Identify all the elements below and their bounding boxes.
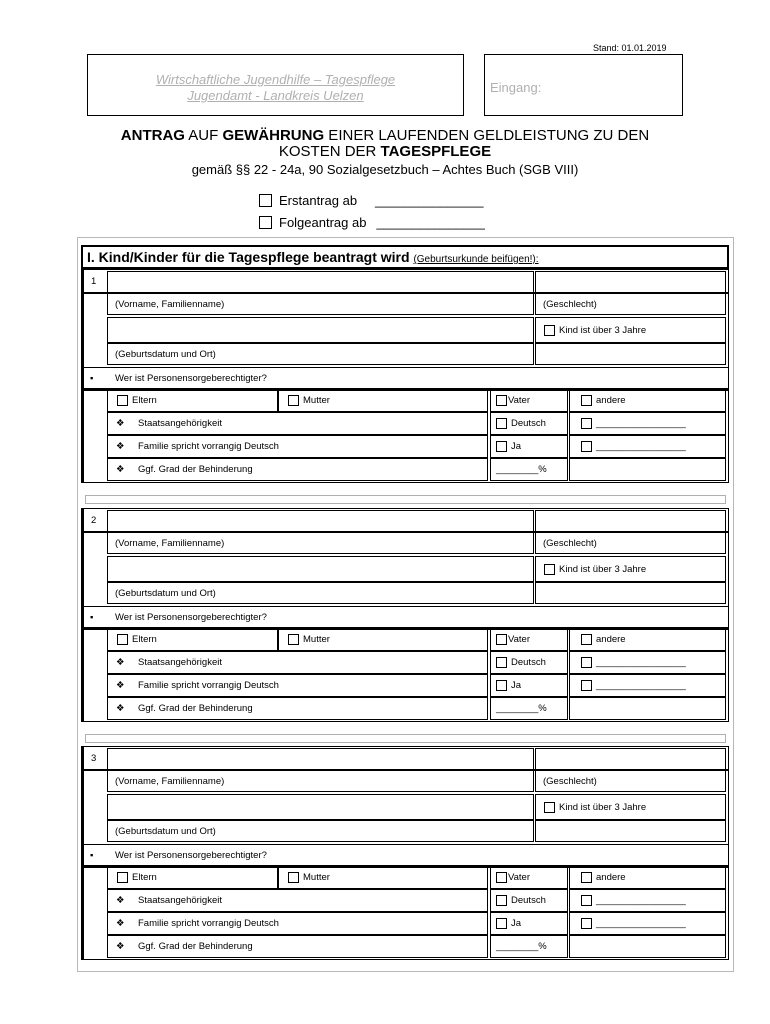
father-checkbox[interactable] [496, 395, 507, 406]
mother-option [288, 634, 330, 645]
title-word: ANTRAG [120, 127, 185, 144]
mother-label: Mutter [303, 395, 330, 406]
yes-checkbox[interactable] [496, 918, 507, 929]
other-label: andere [596, 634, 626, 645]
eingang-box[interactable]: Eingang: [484, 54, 683, 116]
over3-label: Kind ist über 3 Jahre [559, 325, 647, 336]
gender-label: (Geschlecht) [543, 538, 597, 549]
father-label: Vater [508, 395, 531, 406]
title-word: GEWÄHRUNG [222, 127, 325, 144]
birth-input[interactable] [107, 794, 534, 820]
other-option [581, 872, 626, 883]
over3-option [544, 802, 646, 813]
parents-checkbox[interactable] [117, 872, 128, 883]
german-checkbox[interactable] [496, 895, 507, 906]
other-checkbox[interactable] [581, 872, 592, 883]
cell [569, 935, 726, 958]
page-title [60, 128, 710, 160]
page-subtitle: gemäß §§ 22 - 24a, 90 Sozialgesetzbuch – Achtes Buch (SGB VIII) [191, 162, 579, 177]
over3-option [544, 564, 646, 575]
parents-checkbox[interactable] [117, 634, 128, 645]
diamond-icon: ❖ [116, 918, 125, 929]
yes-option [496, 441, 521, 452]
german-option [496, 895, 546, 906]
diamond-icon: ❖ [116, 895, 125, 906]
birth-right-cell[interactable] [535, 820, 726, 842]
name-input[interactable] [107, 748, 534, 770]
sender-line-2: Jugendamt - Landkreis Uelzen [187, 88, 364, 103]
mother-label: Mutter [303, 872, 330, 883]
other-nationality-checkbox[interactable] [581, 895, 592, 906]
german-option [496, 657, 546, 668]
other-checkbox[interactable] [581, 634, 592, 645]
parents-label: Eltern [132, 872, 157, 883]
cell [569, 697, 726, 720]
parents-option [117, 872, 157, 883]
bullet-icon: ▪ [90, 373, 94, 384]
disability-label: Ggf. Grad der Behinderung [138, 703, 253, 714]
birth-input[interactable] [107, 556, 534, 582]
child-number: 3 [91, 753, 97, 764]
father-checkbox[interactable] [496, 872, 507, 883]
birth-input[interactable] [107, 317, 534, 343]
sender-line-1: Wirtschaftliche Jugendhilfe – Tagespflege [155, 72, 396, 87]
birth-right-cell[interactable] [535, 343, 726, 365]
speaks-german-label: Familie spricht vorrangig Deutsch [138, 441, 279, 452]
mother-checkbox[interactable] [288, 395, 299, 406]
mother-option [288, 872, 330, 883]
other-nationality-option [581, 418, 686, 429]
parents-option [117, 395, 157, 406]
nationality-label: Staatsangehörigkeit [138, 895, 222, 906]
birth-label: (Geburtsdatum und Ort) [115, 349, 216, 360]
nationality-label: Staatsangehörigkeit [138, 657, 222, 668]
disability-percent-input[interactable]: ________% [496, 941, 547, 952]
language-other-option [581, 918, 686, 929]
mother-checkbox[interactable] [288, 872, 299, 883]
yes-label: Ja [511, 441, 522, 452]
other-nationality-checkbox[interactable] [581, 418, 592, 429]
diamond-icon: ❖ [116, 941, 125, 952]
other-checkbox[interactable] [581, 395, 592, 406]
section-separator [85, 495, 726, 504]
other-nationality-option [581, 895, 686, 906]
folgeantrag-option [259, 215, 485, 230]
erstantrag-checkbox[interactable] [259, 194, 272, 207]
yes-checkbox[interactable] [496, 441, 507, 452]
other-nationality-checkbox[interactable] [581, 657, 592, 668]
yes-option [496, 918, 521, 929]
cell [569, 458, 726, 481]
diamond-icon: ❖ [116, 464, 125, 475]
birth-label: (Geburtsdatum und Ort) [115, 826, 216, 837]
gender-label: (Geschlecht) [543, 776, 597, 787]
section-note: (Geburtsurkunde beifügen!): [413, 254, 539, 265]
mother-option [288, 395, 330, 406]
other-label: andere [596, 872, 626, 883]
disability-label: Ggf. Grad der Behinderung [138, 941, 253, 952]
german-label: Deutsch [511, 657, 546, 668]
language-other-checkbox[interactable] [581, 918, 592, 929]
over3-label: Kind ist über 3 Jahre [559, 564, 647, 575]
parents-checkbox[interactable] [117, 395, 128, 406]
diamond-icon: ❖ [116, 418, 125, 429]
bullet-icon: ▪ [90, 612, 94, 623]
other-option [581, 634, 626, 645]
german-checkbox[interactable] [496, 657, 507, 668]
language-other-line[interactable]: _________________ [596, 918, 686, 929]
name-input[interactable] [107, 510, 534, 532]
father-option [496, 872, 530, 883]
language-other-checkbox[interactable] [581, 680, 592, 691]
gender-input[interactable] [535, 510, 726, 532]
yes-label: Ja [511, 680, 522, 691]
section-heading [81, 245, 729, 269]
disability-percent-input[interactable]: ________% [496, 464, 547, 475]
father-option [496, 634, 530, 645]
custody-label: Wer ist Personensorgeberechtigter? [115, 373, 267, 384]
section-separator [85, 734, 726, 743]
speaks-german-label: Familie spricht vorrangig Deutsch [138, 918, 279, 929]
erstantrag-label: Erstantrag ab [279, 193, 358, 208]
diamond-icon: ❖ [116, 680, 125, 691]
yes-label: Ja [511, 918, 522, 929]
erstantrag-line[interactable]: _______________ [375, 193, 484, 208]
language-other-checkbox[interactable] [581, 441, 592, 452]
over3-checkbox[interactable] [544, 564, 555, 575]
father-label: Vater [508, 872, 531, 883]
german-label: Deutsch [511, 418, 546, 429]
disability-label: Ggf. Grad der Behinderung [138, 464, 253, 475]
name-label: (Vorname, Familienname) [115, 538, 225, 549]
child-number: 2 [91, 515, 97, 526]
erstantrag-option [259, 193, 484, 208]
custody-label: Wer ist Personensorgeberechtigter? [115, 612, 267, 623]
diamond-icon: ❖ [116, 657, 125, 668]
folgeantrag-line[interactable]: _______________ [376, 215, 485, 230]
german-option [496, 418, 546, 429]
gender-input[interactable] [535, 271, 726, 293]
german-label: Deutsch [511, 895, 546, 906]
folgeantrag-label: Folgeantrag ab [279, 215, 367, 230]
disability-percent-input[interactable]: ________% [496, 703, 547, 714]
child-number: 1 [91, 276, 97, 287]
title-word: EINER LAUFENDEN GELDLEISTUNG ZU DEN [324, 127, 650, 144]
parents-label: Eltern [132, 634, 157, 645]
over3-label: Kind ist über 3 Jahre [559, 802, 647, 813]
other-option [581, 395, 626, 406]
father-label: Vater [508, 634, 531, 645]
bullet-icon: ▪ [90, 850, 94, 861]
other-label: andere [596, 395, 626, 406]
title-word: KOSTEN DER [278, 143, 381, 160]
parents-label: Eltern [132, 395, 157, 406]
speaks-german-label: Familie spricht vorrangig Deutsch [138, 680, 279, 691]
over3-checkbox[interactable] [544, 802, 555, 813]
other-nationality-option [581, 657, 686, 668]
yes-checkbox[interactable] [496, 680, 507, 691]
name-label: (Vorname, Familienname) [115, 776, 225, 787]
german-checkbox[interactable] [496, 418, 507, 429]
father-option [496, 395, 530, 406]
other-nationality-line[interactable]: _________________ [596, 418, 686, 429]
other-nationality-line[interactable]: _________________ [596, 895, 686, 906]
sender-box [87, 54, 464, 116]
birth-label: (Geburtsdatum und Ort) [115, 588, 216, 599]
folgeantrag-checkbox[interactable] [259, 216, 272, 229]
title-word: TAGESPFLEGE [380, 143, 492, 160]
section-title: I. Kind/Kinder für die Tagespflege beantragt wird [87, 249, 410, 265]
language-other-option [581, 680, 686, 691]
diamond-icon: ❖ [116, 441, 125, 452]
name-input[interactable] [107, 271, 534, 293]
gender-input[interactable] [535, 748, 726, 770]
gender-label: (Geschlecht) [543, 299, 597, 310]
birth-right-cell[interactable] [535, 582, 726, 604]
mother-checkbox[interactable] [288, 634, 299, 645]
name-label: (Vorname, Familienname) [115, 299, 225, 310]
father-checkbox[interactable] [496, 634, 507, 645]
diamond-icon: ❖ [116, 703, 125, 714]
over3-option [544, 325, 646, 336]
other-nationality-line[interactable]: _________________ [596, 657, 686, 668]
language-other-line[interactable]: _________________ [596, 680, 686, 691]
custody-label: Wer ist Personensorgeberechtigter? [115, 850, 267, 861]
nationality-label: Staatsangehörigkeit [138, 418, 222, 429]
yes-option [496, 680, 521, 691]
language-other-line[interactable]: _________________ [596, 441, 686, 452]
parents-option [117, 634, 157, 645]
mother-label: Mutter [303, 634, 330, 645]
language-other-option [581, 441, 686, 452]
title-word: AUF [184, 127, 223, 144]
stand-date: Stand: 01.01.2019 [593, 43, 667, 53]
over3-checkbox[interactable] [544, 325, 555, 336]
